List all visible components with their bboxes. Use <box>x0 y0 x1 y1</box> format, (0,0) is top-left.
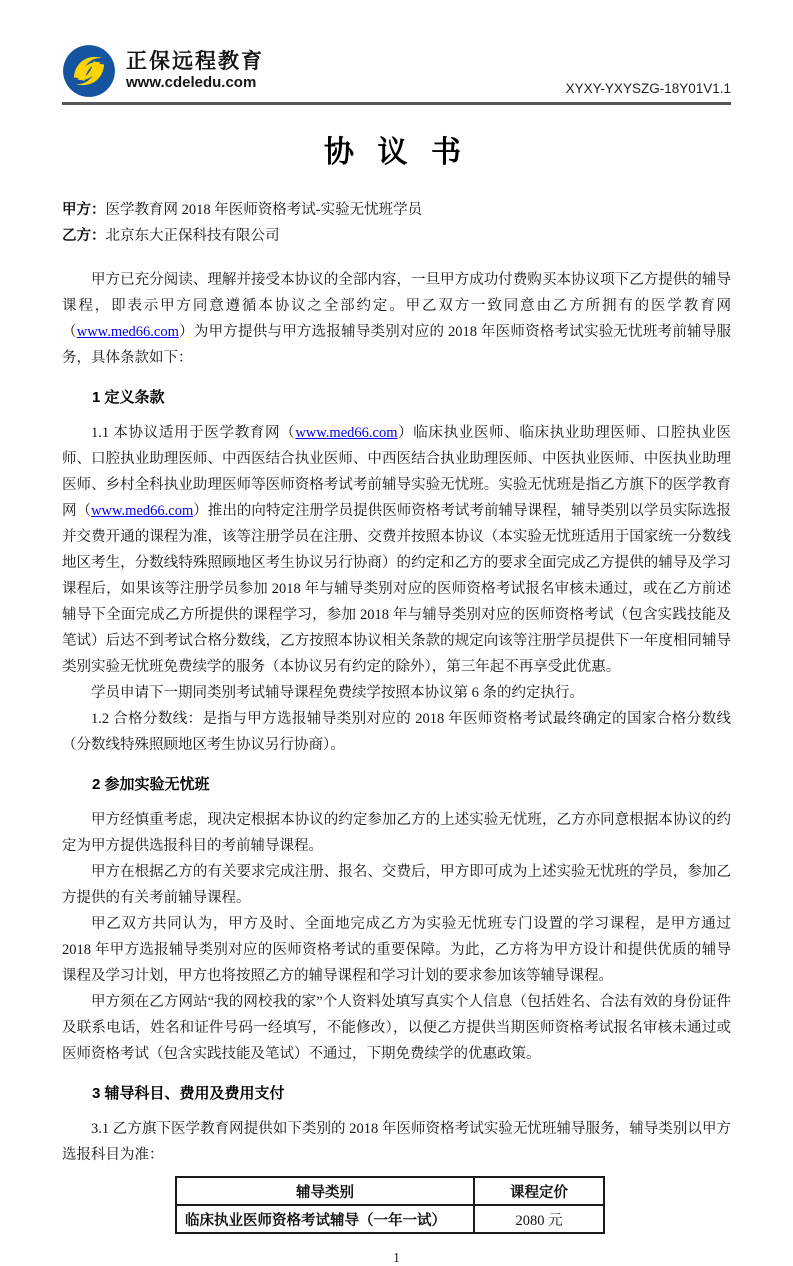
party-b-value: 北京东大正保科技有限公司 <box>105 228 280 244</box>
clause-1-1-text-3: ）推出的向特定注册学员提供医师资格考试考前辅导课程，辅导类别以学员实际选报并交费开通的课程为准，该等注册学员在注册、交费并按照本协议（本实验无忧班适用于国家统一分数线地区考生，分数线特殊照顾地区考生协议另行协商）的约定和乙方的要求全面完成乙方提供的辅导及学习课程后，如果该等注册学员参加 2018 年与辅导类别对应的医师资格考试报名审核未通过，或在乙方前述辅导下全面完成乙方所提供的课程学习，参加 2018 年与辅导类别对应的医师资格考试（包含实践技能及笔试）后达不到考试合格分数线，乙方按照本协议相关条款的规定向该等注册学员提供下一年度相同辅导类别实验无忧班免费续学的服务（本协议另有约定的除外），第三年起不再享受此优惠。 <box>62 503 732 675</box>
pricing-table <box>175 1176 605 1234</box>
brand-name: 正保远程教育 <box>126 50 264 74</box>
party-a-row <box>62 197 731 223</box>
clause-1-1-text-1: 1.1 本协议适用于医学教育网（ <box>91 425 296 441</box>
pricing-cell-price: 2080 元 <box>474 1205 604 1233</box>
table-row <box>176 1205 604 1233</box>
clause-3-1: 3.1 乙方旗下医学教育网提供如下类别的 2018 年医师资格考试实验无忧班辅导服务，辅导类别以甲方选报科目为准： <box>62 1121 731 1163</box>
pricing-header-category: 辅导类别 <box>176 1177 474 1205</box>
section-2-heading: 2 参加实验无忧班 <box>92 776 210 793</box>
pricing-table-header-row <box>176 1177 604 1205</box>
document-code: XYXY-YXYSZG-18Y01V1.1 <box>565 81 731 96</box>
clause-2-p4: 甲方须在乙方网站“我的网校我的家”个人资料处填写真实个人信息（包括姓名、合法有效的身份证件及联系电话，姓名和证件号码一经填写，不能修改），以便乙方提供当期医师资格考试报名审核未通过或医师资格考试（包含实践技能及笔试）不通过，下期免费续学的优惠政策。 <box>62 994 731 1062</box>
med66-link-1[interactable]: www.med66.com <box>295 425 398 441</box>
clause-2-p1: 甲方经慎重考虑，现决定根据本协议的约定参加乙方的上述实验无忧班，乙方亦同意根据本协议的约定为甲方提供选报科目的考前辅导课程。 <box>62 812 731 854</box>
brand-logo <box>62 44 264 98</box>
med66-link-2[interactable]: www.med66.com <box>91 503 194 519</box>
intro-paragraph <box>62 267 731 371</box>
party-b-row <box>62 223 731 249</box>
brand-url: www.cdeledu.com <box>126 74 257 92</box>
pricing-header-price: 课程定价 <box>474 1177 604 1205</box>
section-1-heading: 1 定义条款 <box>92 389 165 406</box>
clause-1-2: 1.2 合格分数线：是指与甲方选报辅导类别对应的 2018 年医师资格考试最终确定的国家合格分数线（分数线特殊照顾地区考生协议另行协商）。 <box>62 711 731 753</box>
clause-2-p2: 甲方在根据乙方的有关要求完成注册、报名、交费后，甲方即可成为上述实验无忧班的学员，参加乙方提供的有关考前辅导课程。 <box>62 864 731 906</box>
header-divider <box>62 102 731 105</box>
document-title: 协 议 书 <box>324 136 469 169</box>
page-number: 1 <box>393 1250 400 1265</box>
med66-link-intro[interactable]: www.med66.com <box>76 324 179 340</box>
swirl-globe-icon <box>62 44 116 98</box>
party-a-value: 医学教育网 2018 年医师资格考试-实验无忧班学员 <box>105 202 423 218</box>
section-3-heading: 3 辅导科目、费用及费用支付 <box>92 1085 285 1102</box>
clause-2-p3: 甲乙双方共同认为，甲方及时、全面地完成乙方为实验无忧班专门设置的学习课程，是甲方通过 2018 年甲方选报辅导类别对应的医师资格考试的重要保障。为此，乙方将为甲方设计和提供优质的辅导课程及学习计划，甲方也将按照乙方的辅导课程和学习计划的要求参加该等辅导课程。 <box>62 916 731 984</box>
clause-renewal: 学员申请下一期同类别考试辅导课程免费续学按照本协议第 6 条的约定执行。 <box>91 685 584 701</box>
party-a-label: 甲方： <box>62 202 106 218</box>
intro-text-1: 甲方已充分阅读、理解并接受本协议的全部内容，一旦甲方成功付费购买本协议项下乙方提供的辅导课程，即表示甲方同意遵循本协议之全部约定。甲乙双方一致同意由乙方所拥有的医学教育网（ <box>62 272 731 340</box>
page-header <box>62 44 731 98</box>
pricing-cell-category: 临床执业医师资格考试辅导（一年一试） <box>176 1205 474 1233</box>
clause-1-1 <box>62 420 731 680</box>
party-b-label: 乙方： <box>62 228 106 244</box>
intro-text-2: ）为甲方提供与甲方选报辅导类别对应的 2018 年医师资格考试实验无忧班考前辅导服务，具体条款如下： <box>62 324 732 366</box>
clause-1-1-text-2: ）临床执业医师、临床执业助理医师、口腔执业医师、口腔执业助理医师、中西医结合执业医师、中西医结合执业助理医师、中医执业医师、中医执业助理医师、乡村全科执业助理医师等医师资格考试考前辅导实验无忧班。实验无忧班是指乙方旗下的医学教育网（ <box>62 425 731 519</box>
